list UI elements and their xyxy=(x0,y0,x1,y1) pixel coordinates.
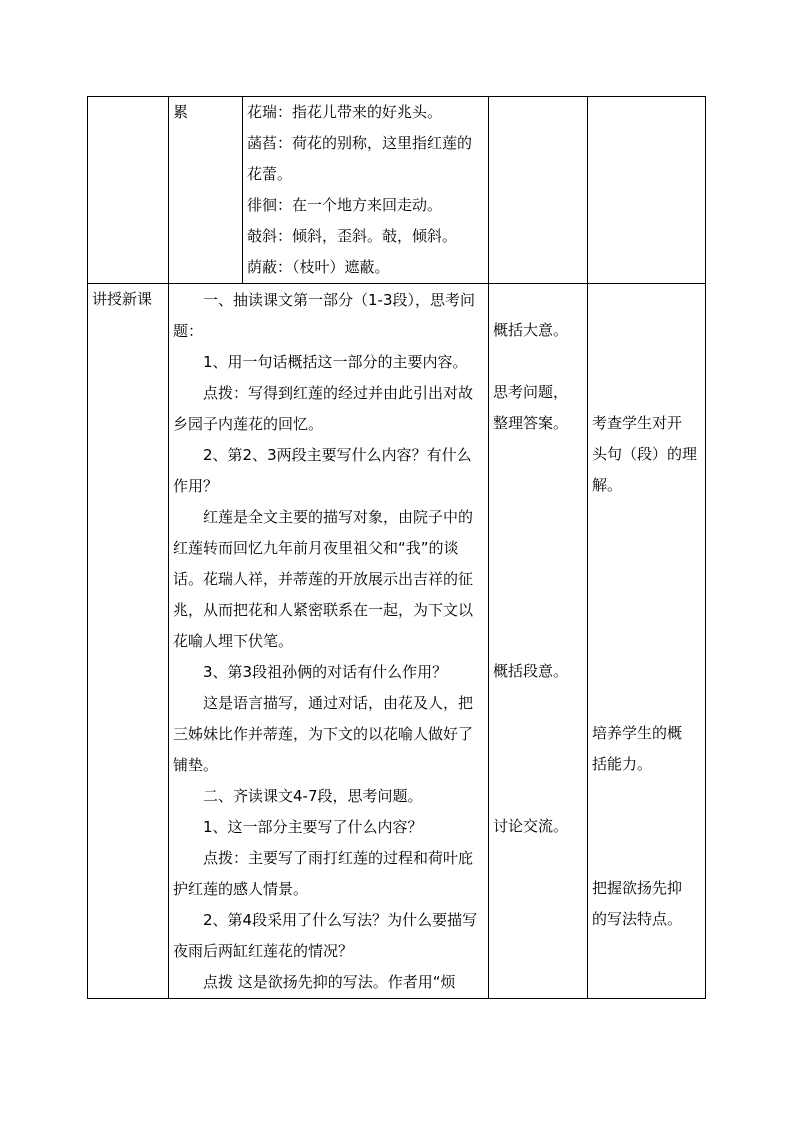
intent-text: 把握欲扬先抑 xyxy=(592,879,683,897)
vocab-line: 徘徊：在一个地方来回走动。 xyxy=(247,196,443,214)
content-paragraph: 1、用一句话概括这一部分的主要内容。 xyxy=(203,353,468,371)
table-row xyxy=(88,97,706,284)
stage-label: 讲授新课 xyxy=(92,290,153,308)
content-paragraph: 二、齐读课文4-7段，思考问题。 xyxy=(203,787,423,805)
intent-text: 括能力。 xyxy=(592,755,653,773)
vocab-line: 菡萏：荷花的别称，这里指红莲的 xyxy=(247,134,473,152)
activity-text: 概括大意。 xyxy=(493,321,569,339)
teaching-content-cell xyxy=(169,284,489,999)
content-paragraph: 一、抽读课文第一部分（1-3段），思考问题： xyxy=(173,291,476,340)
item-label: 累 xyxy=(173,103,189,121)
intent-text: 培养学生的概 xyxy=(592,724,683,742)
activity-text: 整理答案。 xyxy=(493,414,569,432)
activity-text: 思考问题， xyxy=(493,383,569,401)
content-paragraph: 1、这一部分主要写了什么内容？ xyxy=(203,818,423,836)
design-intent-cell xyxy=(588,284,706,999)
stage-cell xyxy=(88,284,169,999)
stage-cell xyxy=(88,97,169,284)
content-paragraph: 2、第2、3两段主要写什么内容？有什么作用？ xyxy=(173,446,472,495)
content-paragraph: 3、第3段祖孙俩的对话有什么作用？ xyxy=(203,663,448,681)
student-activity-cell xyxy=(489,284,588,999)
vocab-line: 花瑞：指花儿带来的好兆头。 xyxy=(247,103,443,121)
content-paragraph: 点拨 这是欲扬先抑的写法。作者用“烦 xyxy=(203,973,456,991)
vocabulary-cell xyxy=(243,97,489,284)
content-paragraph: 点拨：写得到红莲的经过并由此引出对故乡园子内莲花的回忆。 xyxy=(173,384,474,433)
design-intent-cell xyxy=(588,97,706,284)
vocab-line: 攲斜：倾斜，歪斜。攲，倾斜。 xyxy=(247,227,458,245)
vocab-line: 花蕾。 xyxy=(247,165,293,183)
intent-text: 的写法特点。 xyxy=(592,910,683,928)
activity-text: 讨论交流。 xyxy=(493,817,569,835)
intent-text: 考查学生对开 xyxy=(592,414,683,432)
content-paragraph: 红莲是全文主要的描写对象，由院子中的红莲转而回忆九年前月夜里祖父和“我”的谈话。花瑞人祥，并蒂莲的开放展示出吉祥的征兆，从而把花和人紧密联系在一起，为下文以花喻人埋下伏笔。 xyxy=(173,508,474,650)
vocab-line: 荫蔽：（枝叶）遮蔽。 xyxy=(247,258,390,276)
content-paragraph: 这是语言描写，通过对话，由花及人，把三姊妹比作并蒂莲，为下文的以花喻人做好了铺垫。 xyxy=(173,694,474,774)
content-paragraph: 点拨：主要写了雨打红莲的过程和荷叶庇护红莲的感人情景。 xyxy=(173,849,474,898)
intent-text: 头句（段）的理 xyxy=(592,445,698,463)
intent-text: 解。 xyxy=(592,476,623,494)
lesson-plan-table xyxy=(87,96,706,999)
item-cell xyxy=(169,97,243,284)
activity-text: 概括段意。 xyxy=(493,662,569,680)
table-row xyxy=(88,284,706,999)
content-paragraph: 2、第4段采用了什么写法？为什么要描写夜雨后两缸红莲花的情况？ xyxy=(173,911,478,960)
student-activity-cell xyxy=(489,97,588,284)
